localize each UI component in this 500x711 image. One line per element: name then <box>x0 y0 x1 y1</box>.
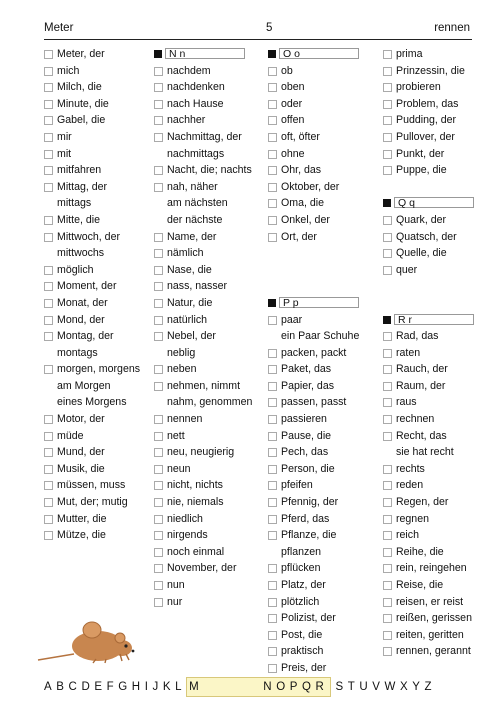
section-letter: O o <box>279 48 359 59</box>
word-text: nachdenken <box>167 81 225 94</box>
word-text: Natur, die <box>167 296 213 309</box>
word-text: natürlich <box>167 313 208 326</box>
checkbox[interactable] <box>383 531 392 540</box>
word-text: ob <box>281 64 293 77</box>
checkbox[interactable] <box>268 183 277 192</box>
checkbox[interactable] <box>268 598 277 607</box>
word-text: Pudding, der <box>396 114 457 127</box>
word-text: Mittwoch, der <box>57 230 120 243</box>
word-text: Mutter, die <box>57 512 107 525</box>
word-text: Prinzessin, die <box>396 64 465 77</box>
alphabet-letter-t[interactable]: T <box>347 681 355 693</box>
checkbox[interactable] <box>154 316 163 325</box>
checkbox[interactable] <box>383 349 392 358</box>
checkbox[interactable] <box>383 83 392 92</box>
section-marker-icon <box>154 50 162 58</box>
checkbox[interactable] <box>154 83 163 92</box>
checkbox[interactable] <box>268 365 277 374</box>
checkbox[interactable] <box>268 481 277 490</box>
word-text: oder <box>281 97 303 110</box>
section-marker-icon <box>383 316 391 324</box>
checkbox[interactable] <box>268 133 277 142</box>
word-text: Regen, der <box>396 496 449 509</box>
word-text: mich <box>57 64 80 77</box>
word-text: Preis, der <box>281 661 327 674</box>
checkbox[interactable] <box>383 100 392 109</box>
word-text: montags <box>57 346 98 359</box>
word-text: Person, die <box>281 462 335 475</box>
alphabet-letter-z[interactable]: Z <box>424 681 432 693</box>
checkbox[interactable] <box>383 116 392 125</box>
word-text: Gabel, die <box>57 114 106 127</box>
word-text: mittwochs <box>57 247 105 260</box>
word-text: plötzlich <box>281 595 320 608</box>
word-text: mitfahren <box>57 164 102 177</box>
word-text: Post, die <box>281 628 323 641</box>
word-text: der nächste <box>167 213 223 226</box>
checkbox[interactable] <box>383 166 392 175</box>
word-text: nett <box>167 429 185 442</box>
word-text: rein, reingehen <box>396 562 467 575</box>
alphabet-letter-o[interactable]: O <box>276 681 286 693</box>
checkbox[interactable] <box>383 515 392 524</box>
word-text: passen, passt <box>281 396 347 409</box>
checkbox[interactable] <box>268 382 277 391</box>
word-text: oft, öfter <box>281 130 320 143</box>
checkbox[interactable] <box>268 614 277 623</box>
section-marker-icon <box>268 50 276 58</box>
word-text: rennen, gerannt <box>396 645 471 658</box>
checkbox[interactable] <box>383 133 392 142</box>
word-text: sie hat recht <box>396 446 454 459</box>
header-rule <box>44 39 472 40</box>
word-text: Mitte, die <box>57 213 100 226</box>
checkbox[interactable] <box>154 415 163 424</box>
checkbox[interactable] <box>154 515 163 524</box>
checkbox[interactable] <box>383 647 392 656</box>
word-text: Nase, die <box>167 263 212 276</box>
word-text: rechts <box>396 462 425 475</box>
checkbox[interactable] <box>268 116 277 125</box>
checkbox[interactable] <box>154 365 163 374</box>
checkbox[interactable] <box>154 332 163 341</box>
word-text: raten <box>396 346 421 359</box>
word-text: pflanzen <box>281 545 322 558</box>
checkbox[interactable] <box>154 432 163 441</box>
checkbox[interactable] <box>44 133 53 142</box>
word-text: Oktober, der <box>281 180 340 193</box>
checkbox[interactable] <box>154 299 163 308</box>
section-marker-icon <box>268 299 276 307</box>
alphabet-letter-s[interactable]: S <box>335 681 344 693</box>
alphabet-letter-v[interactable]: V <box>372 681 380 693</box>
checkbox[interactable] <box>268 432 277 441</box>
section-marker-icon <box>383 199 391 207</box>
checkbox[interactable] <box>44 166 53 175</box>
checkbox[interactable] <box>268 233 277 242</box>
checkbox[interactable] <box>44 498 53 507</box>
alphabet-letter-m[interactable]: M <box>189 681 199 693</box>
checkbox[interactable] <box>268 465 277 474</box>
checkbox[interactable] <box>44 83 53 92</box>
alphabet-letter-a[interactable]: A <box>44 681 52 693</box>
checkbox[interactable] <box>154 183 163 192</box>
word-text: probieren <box>396 81 441 94</box>
word-text: Mut, der; mutig <box>57 496 128 509</box>
word-text: reden <box>396 479 424 492</box>
page-number: 5 <box>266 22 273 34</box>
word-text: reiten, geritten <box>396 628 464 641</box>
word-text: Quark, der <box>396 213 447 226</box>
checkbox[interactable] <box>44 531 53 540</box>
checkbox[interactable] <box>383 249 392 258</box>
checkbox[interactable] <box>154 581 163 590</box>
word-text: Punkt, der <box>396 147 445 160</box>
checkbox[interactable] <box>154 249 163 258</box>
checkbox[interactable] <box>268 581 277 590</box>
checkbox[interactable] <box>44 50 53 59</box>
word-text: Raum, der <box>396 379 446 392</box>
current-range-highlight <box>186 677 331 697</box>
word-text: niedlich <box>167 512 203 525</box>
checkbox[interactable] <box>383 382 392 391</box>
word-text: ohne <box>281 147 305 160</box>
alphabet-letter-d[interactable]: D <box>81 681 90 693</box>
checkbox[interactable] <box>383 564 392 573</box>
checkbox[interactable] <box>268 67 277 76</box>
checkbox[interactable] <box>154 133 163 142</box>
checkbox[interactable] <box>44 365 53 374</box>
word-text: Monat, der <box>57 296 108 309</box>
word-text: nachmittags <box>167 147 225 160</box>
word-text: nass, nasser <box>167 280 228 293</box>
word-text: eines Morgens <box>57 396 127 409</box>
checkbox[interactable] <box>383 266 392 275</box>
word-text: neun <box>167 462 191 475</box>
checkbox[interactable] <box>383 332 392 341</box>
word-text: prima <box>396 48 423 60</box>
alphabet-letter-b[interactable]: B <box>56 681 64 693</box>
word-text: Reise, die <box>396 579 444 591</box>
word-text: nur <box>167 595 183 608</box>
word-text: Rad, das <box>396 330 439 343</box>
checkbox[interactable] <box>154 282 163 291</box>
alphabet-letter-e[interactable]: E <box>94 681 103 693</box>
alphabet-letter-w[interactable]: W <box>384 681 396 693</box>
word-text: nach Hause <box>167 97 224 110</box>
word-text: Ohr, das <box>281 164 322 177</box>
word-text: Pech, das <box>281 446 329 459</box>
checkbox[interactable] <box>268 415 277 424</box>
word-text: Papier, das <box>281 379 335 392</box>
header-last-word: rennen <box>434 22 470 34</box>
word-text: passieren <box>281 413 327 426</box>
section-letter: R r <box>394 314 474 325</box>
checkbox[interactable] <box>44 100 53 109</box>
checkbox[interactable] <box>154 100 163 109</box>
checkbox[interactable] <box>44 116 53 125</box>
word-text: pfeifen <box>281 479 313 492</box>
checkbox[interactable] <box>154 67 163 76</box>
word-text: Pullover, der <box>396 130 455 143</box>
word-text: Ort, der <box>281 230 317 243</box>
checkbox[interactable] <box>154 448 163 457</box>
checkbox[interactable] <box>268 631 277 640</box>
word-text: oben <box>281 81 305 94</box>
word-text: nah, näher <box>167 180 218 193</box>
word-text: Nachmittag, der <box>167 130 242 143</box>
checkbox[interactable] <box>44 183 53 192</box>
checkbox[interactable] <box>383 548 392 557</box>
checkbox[interactable] <box>154 498 163 507</box>
word-text: Moment, der <box>57 280 117 293</box>
checkbox[interactable] <box>383 233 392 242</box>
word-text: nämlich <box>167 247 204 260</box>
word-text: reisen, er reist <box>396 595 464 608</box>
word-text: Problem, das <box>396 97 459 110</box>
word-text: morgen, morgens <box>57 363 141 376</box>
word-text: mir <box>57 130 72 143</box>
checkbox[interactable] <box>44 415 53 424</box>
checkbox[interactable] <box>44 299 53 308</box>
checkbox[interactable] <box>268 216 277 225</box>
checkbox[interactable] <box>268 398 277 407</box>
checkbox[interactable] <box>383 415 392 424</box>
checkbox[interactable] <box>383 398 392 407</box>
word-text: Mond, der <box>57 313 105 326</box>
word-text: nachdem <box>167 64 211 77</box>
word-text: nehmen, nimmt <box>167 379 241 392</box>
word-text: Polizist, der <box>281 612 336 625</box>
checkbox[interactable] <box>268 498 277 507</box>
word-text: Motor, der <box>57 413 105 426</box>
word-text: Milch, die <box>57 81 102 94</box>
checkbox[interactable] <box>44 216 53 225</box>
alphabet-letter-u[interactable]: U <box>359 681 368 693</box>
checkbox[interactable] <box>44 233 53 242</box>
header-first-word: Meter <box>44 22 74 34</box>
word-text: November, der <box>167 562 237 575</box>
word-text: Meter, der <box>57 48 105 60</box>
checkbox[interactable] <box>383 50 392 59</box>
word-text: packen, packt <box>281 346 347 359</box>
checkbox[interactable] <box>44 67 53 76</box>
word-text: Minute, die <box>57 97 109 110</box>
section-letter: Q q <box>394 197 474 208</box>
word-text: Nacht, die; nachts <box>167 164 252 177</box>
word-text: raus <box>396 396 417 409</box>
checkbox[interactable] <box>154 266 163 275</box>
word-text: Pferd, das <box>281 512 330 525</box>
checkbox[interactable] <box>383 481 392 490</box>
checkbox[interactable] <box>154 564 163 573</box>
word-text: am nächsten <box>167 197 228 210</box>
word-text: Mund, der <box>57 446 105 459</box>
word-text: Name, der <box>167 230 217 243</box>
word-text: Rauch, der <box>396 363 448 376</box>
word-text: müde <box>57 429 84 442</box>
word-text: nun <box>167 579 185 591</box>
checkbox[interactable] <box>154 382 163 391</box>
word-text: ein Paar Schuhe <box>281 330 360 343</box>
word-text: nachher <box>167 114 206 127</box>
word-text: Onkel, der <box>281 213 330 226</box>
checkbox[interactable] <box>268 166 277 175</box>
checkbox[interactable] <box>383 216 392 225</box>
checkbox[interactable] <box>383 598 392 607</box>
word-text: mit <box>57 147 72 160</box>
checkbox[interactable] <box>154 598 163 607</box>
checkbox[interactable] <box>383 67 392 76</box>
word-text: reich <box>396 529 419 542</box>
word-text: neblig <box>167 346 196 359</box>
checkbox[interactable] <box>268 515 277 524</box>
page-header <box>44 22 470 40</box>
alphabet-letter-k[interactable]: K <box>162 681 171 693</box>
word-text: paar <box>281 313 303 326</box>
checkbox[interactable] <box>44 465 53 474</box>
checkbox[interactable] <box>268 100 277 109</box>
word-text: Mittag, der <box>57 180 108 193</box>
alphabet-letter-p[interactable]: P <box>289 681 298 693</box>
word-text: Paket, das <box>281 363 332 376</box>
word-text: Recht, das <box>396 429 447 442</box>
word-text: neben <box>167 363 197 376</box>
alphabet-index <box>44 677 436 695</box>
word-text: Puppe, die <box>396 164 447 177</box>
checkbox[interactable] <box>383 581 392 590</box>
alphabet-letter-y[interactable]: Y <box>412 681 420 693</box>
checkbox[interactable] <box>268 349 277 358</box>
checkbox[interactable] <box>268 448 277 457</box>
alphabet-letter-l[interactable]: L <box>175 681 182 693</box>
word-text: Oma, die <box>281 197 324 210</box>
word-text: Pfennig, der <box>281 496 339 509</box>
checkbox[interactable] <box>383 150 392 159</box>
word-text: Pflanze, die <box>281 529 337 542</box>
checkbox[interactable] <box>268 647 277 656</box>
checkbox[interactable] <box>154 531 163 540</box>
checkbox[interactable] <box>268 564 277 573</box>
alphabet-letter-j[interactable]: J <box>152 681 159 693</box>
checkbox[interactable] <box>44 282 53 291</box>
word-text: nicht, nichts <box>167 479 223 492</box>
checkbox[interactable] <box>44 448 53 457</box>
word-text: mittags <box>57 197 92 210</box>
checkbox[interactable] <box>268 199 277 208</box>
word-text: Mütze, die <box>57 529 106 542</box>
word-text: Quatsch, der <box>396 230 457 243</box>
checkbox[interactable] <box>268 316 277 325</box>
word-text: pflücken <box>281 562 321 575</box>
alphabet-letter-n[interactable]: N <box>263 681 272 693</box>
word-text: neu, neugierig <box>167 446 235 459</box>
alphabet-letter-r[interactable]: R <box>315 681 324 693</box>
alphabet-letter-x[interactable]: X <box>399 681 408 693</box>
mouse-illustration <box>36 616 136 664</box>
checkbox[interactable] <box>44 316 53 325</box>
section-letter: P p <box>279 297 359 308</box>
checkbox[interactable] <box>383 498 392 507</box>
checkbox[interactable] <box>383 432 392 441</box>
word-text: nie, niemals <box>167 496 224 509</box>
word-text: Montag, der <box>57 330 114 343</box>
checkbox[interactable] <box>383 465 392 474</box>
checkbox[interactable] <box>44 266 53 275</box>
alphabet-letter-q[interactable]: Q <box>302 681 311 693</box>
word-text: Pause, die <box>281 429 332 442</box>
checkbox[interactable] <box>268 150 277 159</box>
alphabet-letter-i[interactable]: I <box>144 681 148 693</box>
alphabet-letter-f[interactable]: F <box>106 681 114 693</box>
word-text: nahm, genommen <box>167 396 253 409</box>
alphabet-letter-h[interactable]: H <box>131 681 141 693</box>
checkbox[interactable] <box>383 614 392 623</box>
word-text: offen <box>281 114 305 127</box>
checkbox[interactable] <box>383 365 392 374</box>
word-text: nirgends <box>167 529 208 542</box>
checkbox[interactable] <box>268 83 277 92</box>
word-text: nennen <box>167 413 203 426</box>
alphabet-letter-c[interactable]: C <box>68 681 77 693</box>
checkbox[interactable] <box>268 531 277 540</box>
word-text: Quelle, die <box>396 247 447 260</box>
checkbox[interactable] <box>154 481 163 490</box>
word-text: müssen, muss <box>57 479 126 492</box>
checkbox[interactable] <box>154 465 163 474</box>
word-text: möglich <box>57 263 94 276</box>
checkbox[interactable] <box>44 332 53 341</box>
word-text: reißen, gerissen <box>396 612 472 625</box>
word-text: am Morgen <box>57 379 111 392</box>
word-text: praktisch <box>281 645 324 658</box>
word-text: Reihe, die <box>396 545 444 558</box>
checkbox[interactable] <box>154 116 163 125</box>
checkbox[interactable] <box>44 481 53 490</box>
word-text: Nebel, der <box>167 330 216 343</box>
checkbox[interactable] <box>383 631 392 640</box>
checkbox[interactable] <box>44 432 53 441</box>
word-text: rechnen <box>396 413 435 426</box>
checkbox[interactable] <box>44 515 53 524</box>
checkbox[interactable] <box>154 166 163 175</box>
checkbox[interactable] <box>268 664 277 673</box>
checkbox[interactable] <box>44 150 53 159</box>
word-text: Platz, der <box>281 579 326 591</box>
word-text: noch einmal <box>167 545 225 558</box>
word-text: Musik, die <box>57 462 105 475</box>
checkbox[interactable] <box>154 548 163 557</box>
word-text: quer <box>396 263 418 276</box>
section-letter: N n <box>165 48 245 59</box>
word-text: regnen <box>396 512 429 525</box>
checkbox[interactable] <box>154 233 163 242</box>
alphabet-letter-g[interactable]: G <box>118 681 128 693</box>
